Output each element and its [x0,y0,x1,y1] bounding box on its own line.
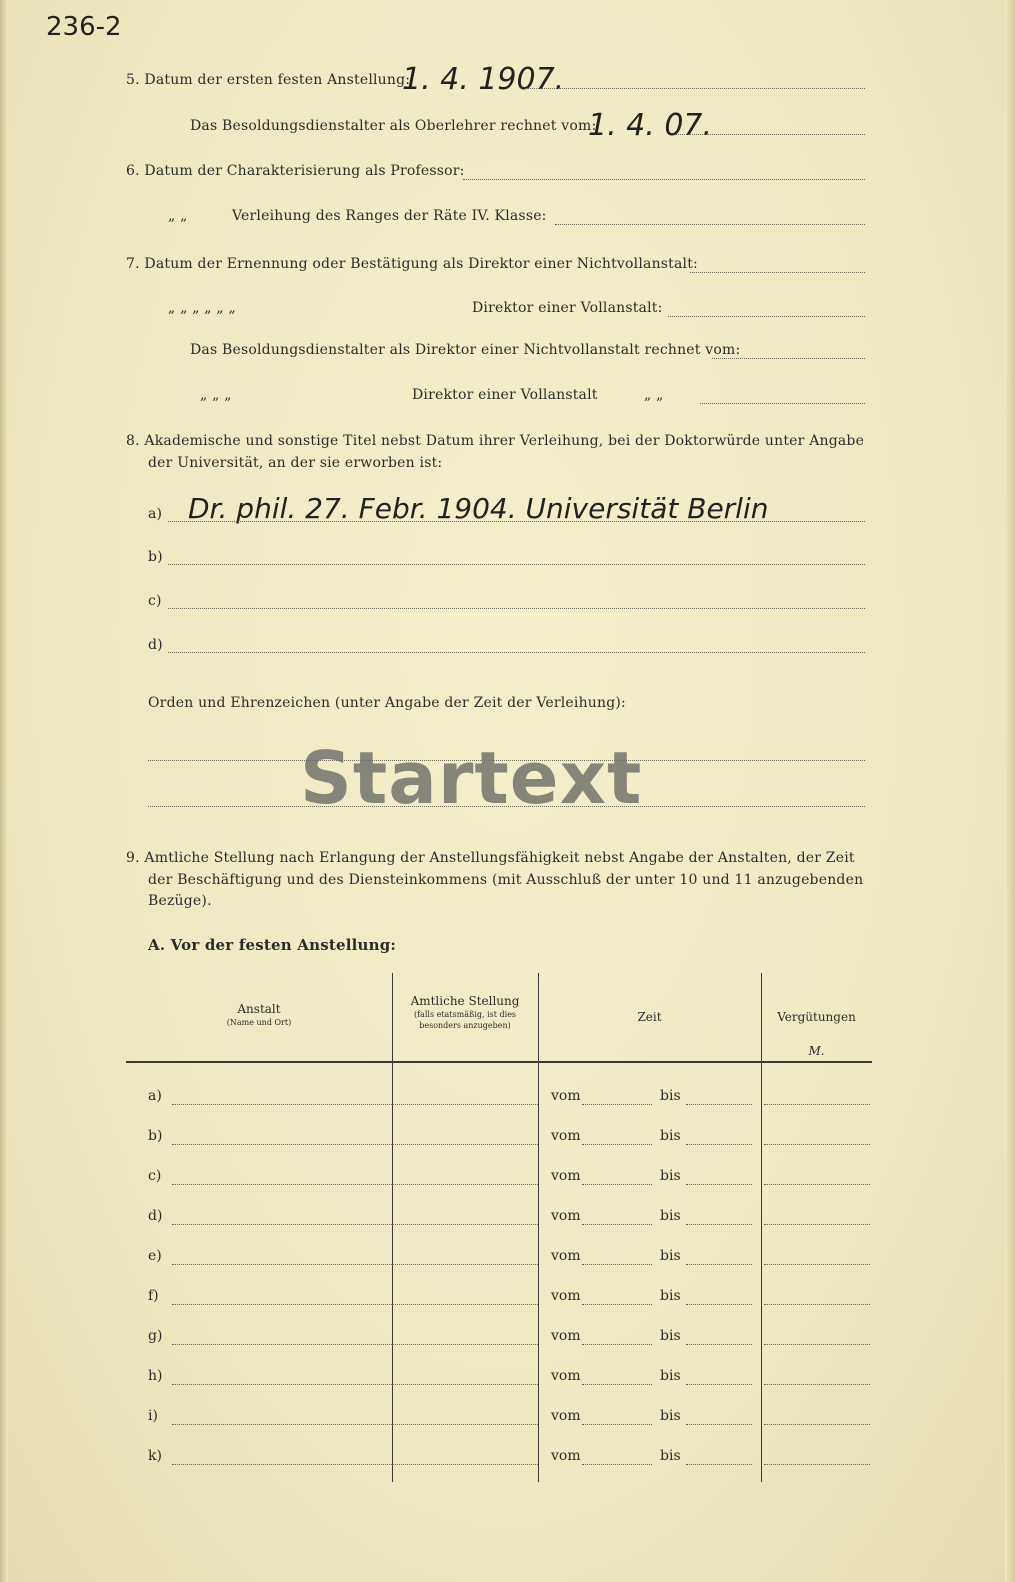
table-row-label: h) [148,1368,163,1384]
table-row-bis-line [686,1264,752,1265]
table-row-vom-line [582,1304,652,1305]
table-row-verguetung-line [764,1144,870,1145]
table-row-stellung-line [392,1144,538,1145]
q8-c-fill-line [168,608,865,609]
header-stellung-sub2: besonders anzugeben) [419,1021,511,1030]
table-row-vom-label: vom [551,1368,581,1384]
table-row-anstalt-line [172,1424,392,1425]
header-stellung-sub1: (falls etatsmäßig, ist dies [413,1010,517,1019]
table-row-vom-line [582,1184,652,1185]
handwritten-title-a: Dr. phil. 27. Febr. 1904. Universität Berlin [188,492,769,525]
q8-d-label: d) [148,637,163,653]
table-row-verguetung-line [764,1224,870,1225]
table-row-vom-line [582,1344,652,1345]
table-row-bis-label: bis [660,1168,681,1184]
table-row-verguetung-line [764,1464,870,1465]
table-row-verguetung-line [764,1384,870,1385]
table-row-bis-label: bis [660,1208,681,1224]
table-row-anstalt-line [172,1144,392,1145]
q7d-ditto-tail: „ „ [644,387,664,403]
q7d-ditto-marks: „ „ „ [200,387,232,403]
table-row-vom-line [582,1424,652,1425]
handwritten-date-oberlehrer: 1. 4. 07. [588,108,713,143]
table-row-verguetung-line [764,1304,870,1305]
table-row-verguetung-line [764,1104,870,1105]
table-row-vom-label: vom [551,1248,581,1264]
table-row-anstalt-line [172,1184,392,1185]
table-header-stellung [392,994,538,1031]
q9-section-a-heading: A. Vor der festen Anstellung: [148,936,397,954]
table-row-bis-line [686,1344,752,1345]
table-row-label: e) [148,1248,162,1264]
table-row-verguetung-line [764,1184,870,1185]
table-row-label: i) [148,1408,158,1424]
table-row-verguetung-line [764,1344,870,1345]
table-row-bis-line [686,1224,752,1225]
table-row-anstalt-line [172,1224,392,1225]
table-row-bis-label: bis [660,1328,681,1344]
q8-b-fill-line [168,564,865,565]
q7b-fill-line [668,316,865,317]
table-row-label: g) [148,1328,163,1344]
table-row-stellung-line [392,1304,538,1305]
page-edge-right [1005,0,1015,1582]
table-row-vom-line [582,1264,652,1265]
table-row-bis-line [686,1144,752,1145]
table-row-vom-label: vom [551,1128,581,1144]
table-header-rule [126,1061,872,1063]
table-row-label: a) [148,1088,162,1104]
table-row-bis-label: bis [660,1368,681,1384]
q7c-fill-line [712,358,865,359]
q6-label: 6. Datum der Charakterisierung als Professor: [126,163,465,179]
table-row-stellung-line [392,1224,538,1225]
header-anstalt-sub: (Name und Ort) [226,1018,292,1027]
table-col-divider-2 [538,973,539,1482]
q7-label: 7. Datum der Ernennung oder Bestätigung als Direktor einer Nichtvollanstalt: [126,256,698,272]
table-row-vom-line [582,1224,652,1225]
table-row-bis-line [686,1184,752,1185]
q7c-label: Das Besoldungsdienstalter als Direktor einer Nichtvollanstalt rechnet vom: [190,342,741,358]
table-row-verguetung-line [764,1424,870,1425]
q9-label-line3: Bezüge). [148,893,212,909]
table-row-bis-line [686,1384,752,1385]
table-row-label: d) [148,1208,163,1224]
q7d-fill-line [700,403,865,404]
table-row-bis-label: bis [660,1088,681,1104]
table-row-stellung-line [392,1464,538,1465]
table-col-divider-1 [392,973,393,1482]
q5-fill-line [525,88,865,89]
q8-d-fill-line [168,652,865,653]
table-row-verguetung-line [764,1264,870,1265]
q6b-ditto-marks: „ „ [168,208,188,224]
q7d-label: Direktor einer Vollanstalt [412,387,598,403]
table-row-vom-label: vom [551,1168,581,1184]
table-row-vom-label: vom [551,1088,581,1104]
table-row-label: c) [148,1168,162,1184]
table-row-bis-label: bis [660,1248,681,1264]
table-row-anstalt-line [172,1264,392,1265]
page-edge-left [0,0,8,1582]
header-stellung-label: Amtliche Stellung [410,994,520,1008]
header-anstalt-label: Anstalt [237,1002,281,1016]
q8-a-label: a) [148,506,163,522]
table-row-stellung-line [392,1384,538,1385]
table-row-vom-line [582,1384,652,1385]
orden-label: Orden und Ehrenzeichen (unter Angabe der Zeit der Verleihung): [148,695,626,711]
q8-b-label: b) [148,549,163,565]
table-row-bis-line [686,1304,752,1305]
table-row-vom-label: vom [551,1408,581,1424]
table-header-unit: M. [808,1044,825,1058]
table-row-bis-label: bis [660,1408,681,1424]
table-row-label: k) [148,1448,162,1464]
table-row-vom-label: vom [551,1328,581,1344]
table-header-anstalt [126,1002,392,1028]
handwritten-reference: 236-2 [46,12,122,42]
table-row-anstalt-line [172,1344,392,1345]
table-row-label: f) [148,1288,159,1304]
table-row-stellung-line [392,1104,538,1105]
table-row-stellung-line [392,1424,538,1425]
table-row-anstalt-line [172,1104,392,1105]
table-row-bis-line [686,1424,752,1425]
table-row-stellung-line [392,1344,538,1345]
table-row-vom-line [582,1144,652,1145]
table-row-vom-label: vom [551,1448,581,1464]
q7b-ditto-marks: „ „ „ „ „ „ [168,300,236,316]
q8-c-label: c) [148,593,162,609]
q9-label-line1: 9. Amtliche Stellung nach Erlangung der Anstellungsfähigkeit nebst Angabe der Anstalten, der Zeit [126,850,855,866]
table-header-zeit: Zeit [637,1010,662,1024]
table-row-vom-line [582,1104,652,1105]
handwritten-date-anstellung: 1. 4. 1907. [402,62,565,97]
table-header-verguetung: Vergütungen [777,1010,856,1024]
table-row-stellung-line [392,1184,538,1185]
q5b-fill-line [675,134,865,135]
q5-label: 5. Datum der ersten festen Anstellung: [126,72,411,88]
table-row-bis-label: bis [660,1448,681,1464]
table-row-bis-label: bis [660,1128,681,1144]
table-row-vom-label: vom [551,1288,581,1304]
q8-a-fill-line [168,521,865,522]
q7-fill-line [690,272,865,273]
table-row-bis-label: bis [660,1288,681,1304]
table-row-anstalt-line [172,1304,392,1305]
table-row-vom-line [582,1464,652,1465]
table-row-label: b) [148,1128,163,1144]
table-row-bis-line [686,1104,752,1105]
q8-label-line2: der Universität, an der sie erworben ist: [148,455,443,471]
table-row-stellung-line [392,1264,538,1265]
q6b-label: Verleihung des Ranges der Räte IV. Klasse: [232,208,547,224]
q6b-fill-line [555,224,865,225]
watermark: Startext [300,736,643,820]
table-row-anstalt-line [172,1384,392,1385]
q5b-label: Das Besoldungsdienstalter als Oberlehrer rechnet vom: [190,118,597,134]
q6-fill-line [463,179,865,180]
q7b-label: Direktor einer Vollanstalt: [472,300,663,316]
q8-label-line1: 8. Akademische und sonstige Titel nebst Datum ihrer Verleihung, bei der Doktorwürde unter Angabe [126,433,865,449]
q9-label-line2: der Beschäftigung und des Diensteinkommens (mit Ausschluß der unter 10 und 11 anzugebenden [148,872,864,888]
table-row-anstalt-line [172,1464,392,1465]
table-row-bis-line [686,1464,752,1465]
table-row-vom-label: vom [551,1208,581,1224]
